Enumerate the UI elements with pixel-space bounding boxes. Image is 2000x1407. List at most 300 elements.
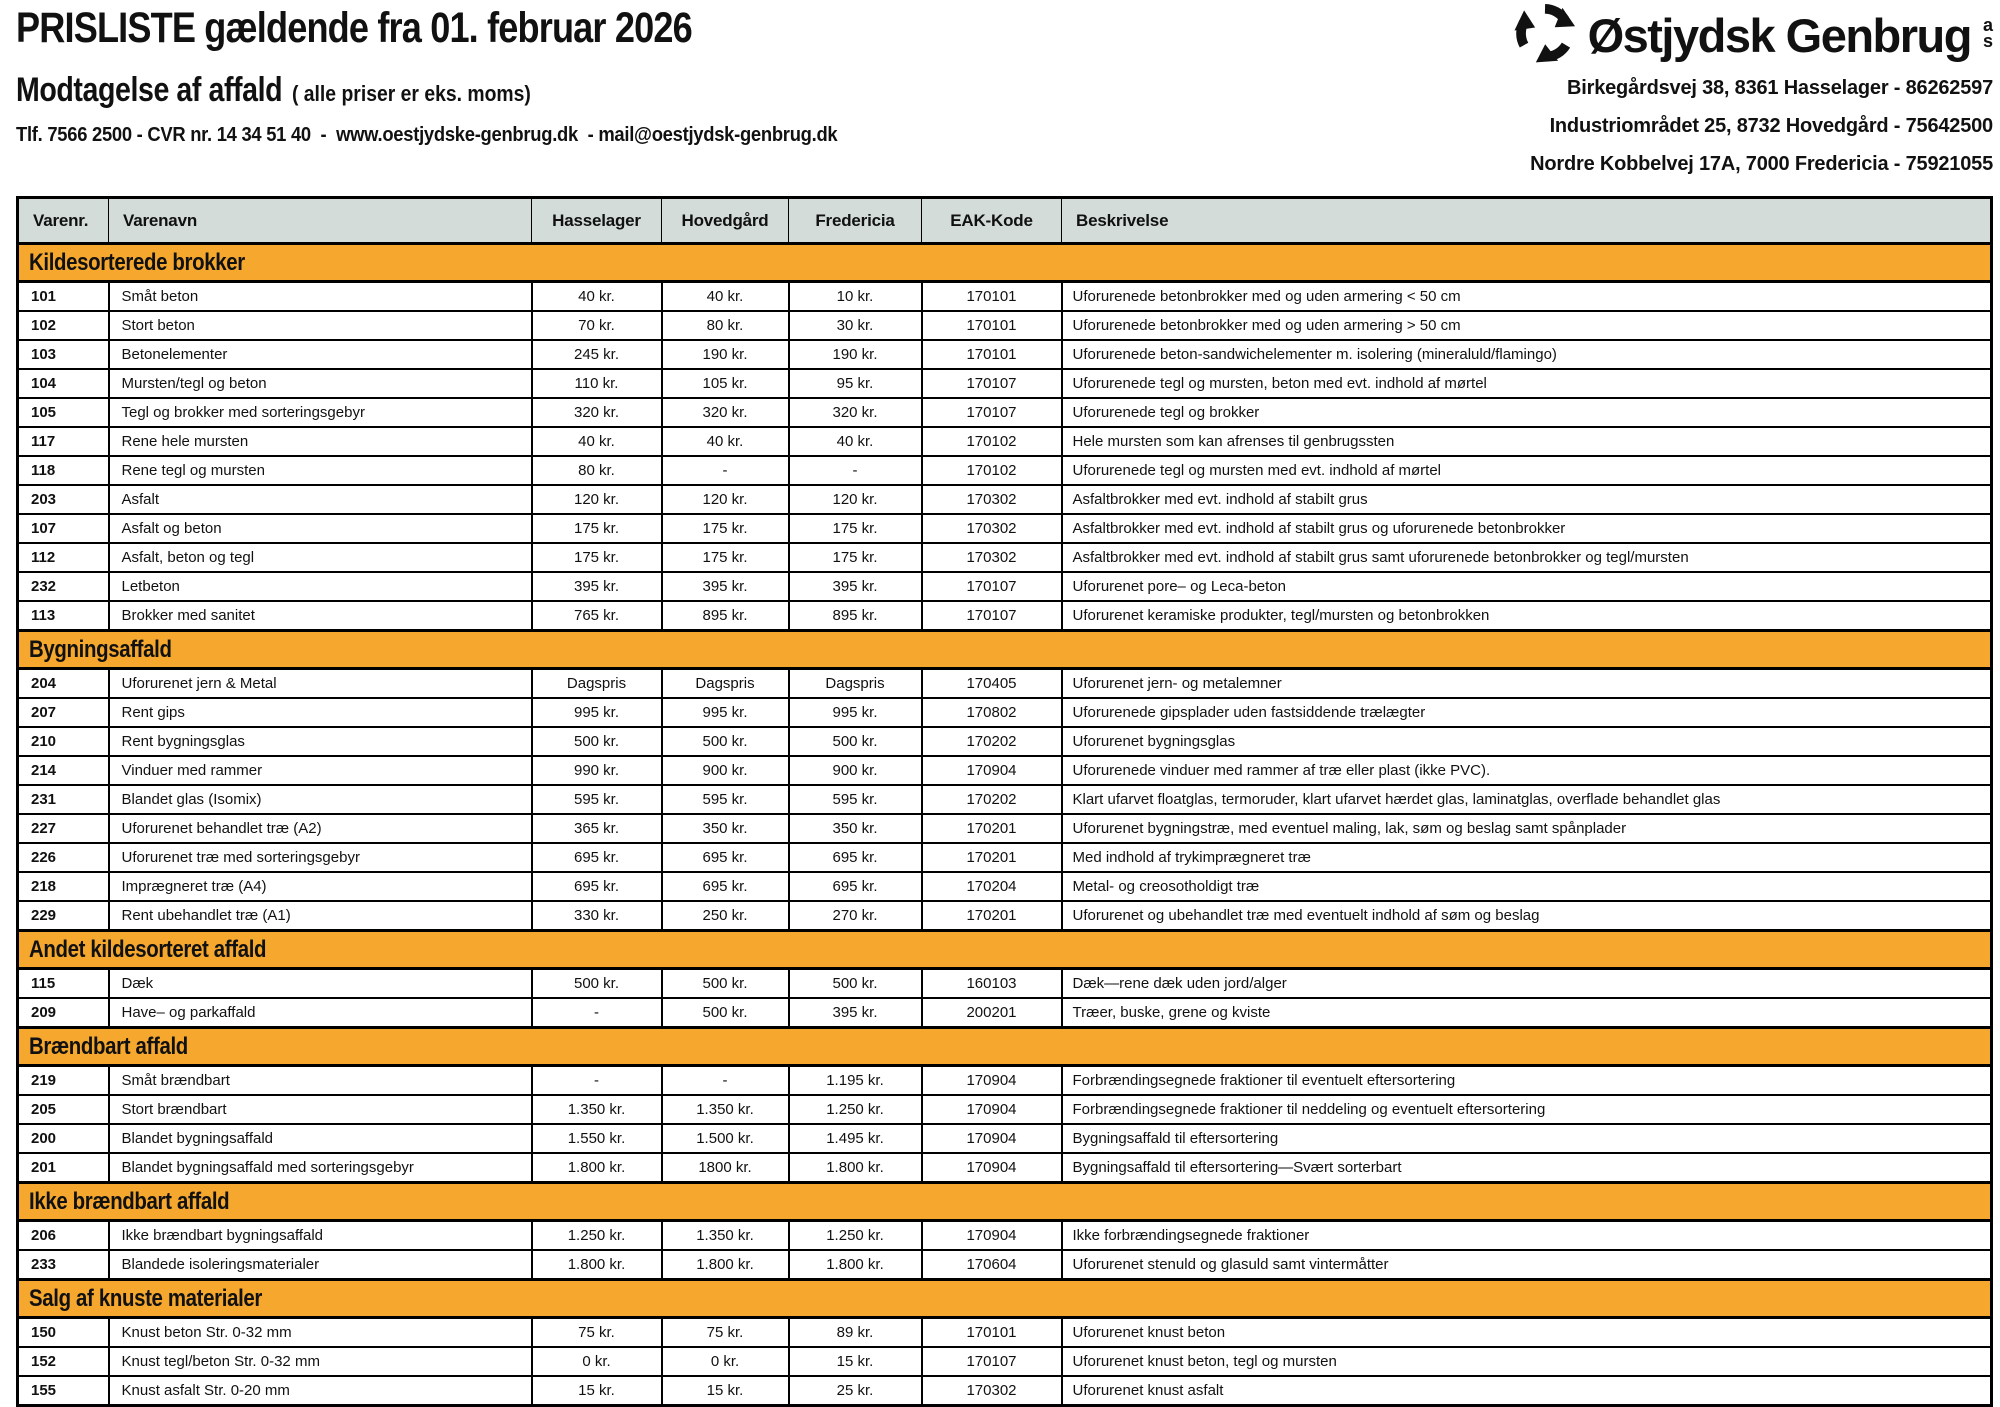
cell-varenr: 207	[18, 698, 109, 727]
cell-beskrivelse: Bygningsaffald til eftersortering—Svært sorterbart	[1062, 1153, 1992, 1183]
cell-price-fredericia: 350 kr.	[789, 814, 922, 843]
cell-price-hasselager: 500 kr.	[532, 969, 662, 999]
table-row	[18, 901, 1992, 931]
cell-price-hovedgaard: Dagspris	[662, 669, 789, 699]
cell-eak-kode: 170302	[922, 543, 1062, 572]
cell-varenr: 229	[18, 901, 109, 931]
table-row	[18, 785, 1992, 814]
company-suffix-as	[1982, 14, 1993, 51]
table-row	[18, 456, 1992, 485]
cell-varenr: 233	[18, 1250, 109, 1280]
cell-price-hasselager: 1.800 kr.	[532, 1153, 662, 1183]
cell-eak-kode: 170101	[922, 340, 1062, 369]
cell-varenavn: Vinduer med rammer	[109, 756, 532, 785]
cell-varenr: 155	[18, 1376, 109, 1406]
cell-eak-kode: 170102	[922, 456, 1062, 485]
cell-price-hovedgaard: 395 kr.	[662, 572, 789, 601]
column-header-varenavn: Varenavn	[109, 198, 532, 244]
cell-price-hovedgaard: 40 kr.	[662, 282, 789, 312]
page-title: PRISLISTE gældende fra 01. februar 2026	[16, 4, 692, 52]
cell-price-hasselager: 120 kr.	[532, 485, 662, 514]
cell-price-fredericia: 1.195 kr.	[789, 1066, 922, 1096]
column-header-beskrivelse: Beskrivelse	[1062, 198, 1992, 244]
cell-varenr: 209	[18, 998, 109, 1028]
cell-price-hovedgaard: 320 kr.	[662, 398, 789, 427]
section-title-label: Andet kildesorteret affald	[29, 935, 267, 963]
column-header-eak-kode: EAK-Kode	[922, 198, 1062, 244]
table-row	[18, 1250, 1992, 1280]
cell-varenavn: Rene hele mursten	[109, 427, 532, 456]
cell-price-hovedgaard: 995 kr.	[662, 698, 789, 727]
cell-beskrivelse: Uforurenet jern- og metalemner	[1062, 669, 1992, 699]
cell-varenr: 115	[18, 969, 109, 999]
cell-price-fredericia: 1.250 kr.	[789, 1095, 922, 1124]
cell-price-fredericia: 1.800 kr.	[789, 1153, 922, 1183]
cell-price-hasselager: 15 kr.	[532, 1376, 662, 1406]
website-link[interactable]: www.oestjydske-genbrug.dk	[336, 124, 578, 146]
cell-beskrivelse: Uforurenet knust beton, tegl og mursten	[1062, 1347, 1992, 1376]
cell-varenr: 226	[18, 843, 109, 872]
cell-varenr: 201	[18, 1153, 109, 1183]
cell-price-fredericia: 695 kr.	[789, 843, 922, 872]
cell-varenavn: Uforurenet træ med sorteringsgebyr	[109, 843, 532, 872]
table-row	[18, 340, 1992, 369]
cell-price-fredericia: 190 kr.	[789, 340, 922, 369]
cell-varenr: 218	[18, 872, 109, 901]
cell-varenavn: Knust tegl/beton Str. 0-32 mm	[109, 1347, 532, 1376]
price-table-header	[18, 198, 1992, 244]
suffix-a: a	[1982, 14, 1993, 35]
cell-varenavn: Stort brændbart	[109, 1095, 532, 1124]
subtitle-note: ( alle priser er eks. moms)	[291, 81, 531, 106]
section-header-row	[18, 631, 1992, 669]
cell-varenr: 206	[18, 1221, 109, 1251]
document-header	[16, 4, 1016, 147]
cell-price-fredericia: 1.495 kr.	[789, 1124, 922, 1153]
table-row	[18, 698, 1992, 727]
cell-varenavn: Uforurenet jern & Metal	[109, 669, 532, 699]
cell-eak-kode: 200201	[922, 998, 1062, 1028]
cell-eak-kode: 170107	[922, 601, 1062, 631]
cell-varenavn: Ikke brændbart bygningsaffald	[109, 1221, 532, 1251]
table-row	[18, 601, 1992, 631]
cell-price-fredericia: 395 kr.	[789, 572, 922, 601]
cell-price-hasselager: 80 kr.	[532, 456, 662, 485]
cell-varenavn: Mursten/tegl og beton	[109, 369, 532, 398]
cell-varenavn: Asfalt og beton	[109, 514, 532, 543]
section-title	[18, 244, 1992, 282]
cell-beskrivelse: Uforurenet pore– og Leca-beton	[1062, 572, 1992, 601]
cell-price-hasselager: 1.550 kr.	[532, 1124, 662, 1153]
cell-varenr: 112	[18, 543, 109, 572]
cell-beskrivelse: Uforurenet keramiske produkter, tegl/mursten og betonbrokken	[1062, 601, 1992, 631]
cell-varenr: 203	[18, 485, 109, 514]
cell-eak-kode: 170107	[922, 1347, 1062, 1376]
cell-eak-kode: 170102	[922, 427, 1062, 456]
cell-price-hasselager: -	[532, 1066, 662, 1096]
cell-varenr: 101	[18, 282, 109, 312]
cell-price-hasselager: 110 kr.	[532, 369, 662, 398]
cell-varenr: 231	[18, 785, 109, 814]
table-row	[18, 872, 1992, 901]
cell-eak-kode: 170107	[922, 369, 1062, 398]
cell-varenr: 118	[18, 456, 109, 485]
cell-eak-kode: 170802	[922, 698, 1062, 727]
section-title	[18, 931, 1992, 969]
cell-beskrivelse: Uforurenede beton-sandwichelementer m. isolering (mineraluld/flamingo)	[1062, 340, 1992, 369]
suffix-s: s	[1982, 30, 1993, 51]
table-row	[18, 543, 1992, 572]
cell-price-fredericia: 695 kr.	[789, 872, 922, 901]
cell-beskrivelse: Uforurenede tegl og mursten med evt. indhold af mørtel	[1062, 456, 1992, 485]
table-row	[18, 814, 1992, 843]
cell-beskrivelse: Asfaltbrokker med evt. indhold af stabilt grus samt uforurenede betonbrokker og tegl/mursten	[1062, 543, 1992, 572]
table-row	[18, 485, 1992, 514]
cell-varenavn: Blandet glas (Isomix)	[109, 785, 532, 814]
section-title-label: Ikke brændbart affald	[29, 1187, 230, 1215]
cell-price-hasselager: 40 kr.	[532, 427, 662, 456]
cell-price-fredericia: 10 kr.	[789, 282, 922, 312]
cell-beskrivelse: Forbrændingsegnede fraktioner til eventuelt eftersortering	[1062, 1066, 1992, 1096]
cell-price-fredericia: 1.250 kr.	[789, 1221, 922, 1251]
cell-beskrivelse: Forbrændingsegnede fraktioner til neddeling og eventuelt eftersortering	[1062, 1095, 1992, 1124]
cell-eak-kode: 170201	[922, 814, 1062, 843]
column-header-fredericia: Fredericia	[789, 198, 922, 244]
cell-price-fredericia: 895 kr.	[789, 601, 922, 631]
cell-varenr: 205	[18, 1095, 109, 1124]
cell-price-fredericia: 89 kr.	[789, 1318, 922, 1348]
cell-eak-kode: 170302	[922, 514, 1062, 543]
cell-beskrivelse: Hele mursten som kan afrenses til genbrugssten	[1062, 427, 1992, 456]
table-row	[18, 998, 1992, 1028]
cell-beskrivelse: Uforurenet og ubehandlet træ med eventuelt indhold af søm og beslag	[1062, 901, 1992, 931]
cell-eak-kode: 170904	[922, 756, 1062, 785]
cell-price-hasselager: 1.250 kr.	[532, 1221, 662, 1251]
cell-eak-kode: 170904	[922, 1153, 1062, 1183]
cell-eak-kode: 170202	[922, 727, 1062, 756]
company-logo	[1100, 2, 1993, 69]
section-title	[18, 1183, 1992, 1221]
cell-price-hovedgaard: 500 kr.	[662, 998, 789, 1028]
cell-varenavn: Betonelementer	[109, 340, 532, 369]
cell-beskrivelse: Bygningsaffald til eftersortering	[1062, 1124, 1992, 1153]
cell-price-hasselager: 500 kr.	[532, 727, 662, 756]
cell-price-hovedgaard: 75 kr.	[662, 1318, 789, 1348]
cell-price-hovedgaard: 1800 kr.	[662, 1153, 789, 1183]
cell-price-hovedgaard: 175 kr.	[662, 543, 789, 572]
cell-varenr: 219	[18, 1066, 109, 1096]
cell-eak-kode: 170107	[922, 398, 1062, 427]
price-table	[16, 196, 1993, 1407]
cell-varenavn: Have– og parkaffald	[109, 998, 532, 1028]
cell-beskrivelse: Ikke forbrændingsegnede fraktioner	[1062, 1221, 1992, 1251]
cell-price-hovedgaard: 350 kr.	[662, 814, 789, 843]
cell-price-hovedgaard: 695 kr.	[662, 872, 789, 901]
cell-price-hasselager: 40 kr.	[532, 282, 662, 312]
cell-price-fredericia: 40 kr.	[789, 427, 922, 456]
cell-price-fredericia: 995 kr.	[789, 698, 922, 727]
section-title-label: Kildesorterede brokker	[29, 248, 245, 276]
cell-price-hovedgaard: 190 kr.	[662, 340, 789, 369]
cell-varenr: 113	[18, 601, 109, 631]
address-hovedgaard: Industriområdet 25, 8732 Hovedgård - 75642500	[1549, 115, 1993, 137]
cell-beskrivelse: Asfaltbrokker med evt. indhold af stabilt grus	[1062, 485, 1992, 514]
cell-eak-kode: 170107	[922, 572, 1062, 601]
cell-varenr: 200	[18, 1124, 109, 1153]
cell-beskrivelse: Uforurenede gipsplader uden fastsiddende trælægter	[1062, 698, 1992, 727]
cell-varenr: 104	[18, 369, 109, 398]
cell-price-hovedgaard: 120 kr.	[662, 485, 789, 514]
table-row	[18, 572, 1992, 601]
cell-price-hovedgaard: 175 kr.	[662, 514, 789, 543]
cell-varenavn: Stort beton	[109, 311, 532, 340]
cell-varenr: 150	[18, 1318, 109, 1348]
cell-varenavn: Tegl og brokker med sorteringsgebyr	[109, 398, 532, 427]
cell-varenavn: Rent bygningsglas	[109, 727, 532, 756]
cell-price-hovedgaard: 15 kr.	[662, 1376, 789, 1406]
cell-beskrivelse: Uforurenede tegl og brokker	[1062, 398, 1992, 427]
cell-price-hovedgaard: 500 kr.	[662, 969, 789, 999]
cell-varenavn: Småt brændbart	[109, 1066, 532, 1096]
cell-price-hovedgaard: 1.500 kr.	[662, 1124, 789, 1153]
company-block	[1100, 2, 1993, 183]
cell-eak-kode: 170405	[922, 669, 1062, 699]
table-row	[18, 1153, 1992, 1183]
cell-price-hovedgaard: 80 kr.	[662, 311, 789, 340]
cell-varenavn: Rene tegl og mursten	[109, 456, 532, 485]
table-row	[18, 282, 1992, 312]
cell-price-hasselager: 320 kr.	[532, 398, 662, 427]
cell-price-hovedgaard: 695 kr.	[662, 843, 789, 872]
cell-varenavn: Knust asfalt Str. 0-20 mm	[109, 1376, 532, 1406]
cell-price-hovedgaard: 1.800 kr.	[662, 1250, 789, 1280]
cell-eak-kode: 170904	[922, 1221, 1062, 1251]
cell-price-hasselager: 990 kr.	[532, 756, 662, 785]
cell-varenavn: Dæk	[109, 969, 532, 999]
table-row	[18, 1095, 1992, 1124]
cell-beskrivelse: Uforurenede tegl og mursten, beton med evt. indhold af mørtel	[1062, 369, 1992, 398]
table-row	[18, 1221, 1992, 1251]
cell-beskrivelse: Uforurenede betonbrokker med og uden armering > 50 cm	[1062, 311, 1992, 340]
cell-price-hasselager: 395 kr.	[532, 572, 662, 601]
cell-price-hasselager: 75 kr.	[532, 1318, 662, 1348]
column-header-hovedgaard: Hovedgård	[662, 198, 789, 244]
cell-price-hasselager: 595 kr.	[532, 785, 662, 814]
cell-price-hovedgaard: 1.350 kr.	[662, 1221, 789, 1251]
cell-varenavn: Rent gips	[109, 698, 532, 727]
cell-eak-kode: 160103	[922, 969, 1062, 999]
cell-varenr: 117	[18, 427, 109, 456]
cell-price-hovedgaard: 895 kr.	[662, 601, 789, 631]
table-row	[18, 427, 1992, 456]
cell-eak-kode: 170604	[922, 1250, 1062, 1280]
price-table-body	[18, 244, 1992, 1406]
cell-price-hasselager: 365 kr.	[532, 814, 662, 843]
cell-eak-kode: 170204	[922, 872, 1062, 901]
cell-price-fredericia: 15 kr.	[789, 1347, 922, 1376]
cell-price-hasselager: 1.800 kr.	[532, 1250, 662, 1280]
cell-price-hasselager: 175 kr.	[532, 514, 662, 543]
cell-varenr: 103	[18, 340, 109, 369]
cell-beskrivelse: Dæk—rene dæk uden jord/alger	[1062, 969, 1992, 999]
cell-varenavn: Rent ubehandlet træ (A1)	[109, 901, 532, 931]
cell-price-hasselager: 330 kr.	[532, 901, 662, 931]
cell-beskrivelse: Uforurenet bygningsglas	[1062, 727, 1992, 756]
table-row	[18, 1124, 1992, 1153]
cell-beskrivelse: Klart ufarvet floatglas, termoruder, klart ufarvet hærdet glas, laminatglas, overflade behandlet glas	[1062, 785, 1992, 814]
cell-varenavn: Imprægneret træ (A4)	[109, 872, 532, 901]
section-title	[18, 1280, 1992, 1318]
cell-price-fredericia: 175 kr.	[789, 514, 922, 543]
cell-price-hasselager: 70 kr.	[532, 311, 662, 340]
table-row	[18, 398, 1992, 427]
section-title	[18, 1028, 1992, 1066]
cell-price-fredericia: 900 kr.	[789, 756, 922, 785]
cell-varenavn: Småt beton	[109, 282, 532, 312]
section-title-label: Brændbart affald	[29, 1032, 188, 1060]
cell-price-fredericia: 595 kr.	[789, 785, 922, 814]
cell-eak-kode: 170904	[922, 1124, 1062, 1153]
subtitle-text: Modtagelse af affald	[16, 71, 283, 109]
cell-price-hovedgaard: 105 kr.	[662, 369, 789, 398]
cell-varenr: 232	[18, 572, 109, 601]
cell-varenr: 107	[18, 514, 109, 543]
cell-price-fredericia: 500 kr.	[789, 727, 922, 756]
cell-eak-kode: 170302	[922, 485, 1062, 514]
cell-varenr: 204	[18, 669, 109, 699]
address-hasselager: Birkegårdsvej 38, 8361 Hasselager - 86262597	[1567, 77, 1993, 99]
contact-separator: -	[577, 124, 599, 146]
column-header-hasselager: Hasselager	[532, 198, 662, 244]
cell-varenr: 214	[18, 756, 109, 785]
cell-beskrivelse: Træer, buske, grene og kviste	[1062, 998, 1992, 1028]
cell-varenavn: Blandede isoleringsmaterialer	[109, 1250, 532, 1280]
section-header-row	[18, 1028, 1992, 1066]
cell-beskrivelse: Asfaltbrokker med evt. indhold af stabilt grus og uforurenede betonbrokker	[1062, 514, 1992, 543]
cell-eak-kode: 170201	[922, 901, 1062, 931]
cell-price-fredericia: 175 kr.	[789, 543, 922, 572]
cell-price-fredericia: 320 kr.	[789, 398, 922, 427]
section-title-label: Bygningsaffald	[29, 635, 172, 663]
section-title-label: Salg af knuste materialer	[29, 1284, 263, 1312]
cell-beskrivelse: Med indhold af trykimprægneret træ	[1062, 843, 1992, 872]
cell-price-hasselager: 695 kr.	[532, 872, 662, 901]
table-row	[18, 1066, 1992, 1096]
cell-price-hasselager: -	[532, 998, 662, 1028]
cell-price-hovedgaard: 0 kr.	[662, 1347, 789, 1376]
cell-price-hasselager: 175 kr.	[532, 543, 662, 572]
section-header-row	[18, 1280, 1992, 1318]
cell-varenavn: Knust beton Str. 0-32 mm	[109, 1318, 532, 1348]
cell-varenavn: Asfalt, beton og tegl	[109, 543, 532, 572]
cell-price-hasselager: 1.350 kr.	[532, 1095, 662, 1124]
cell-price-hasselager: 0 kr.	[532, 1347, 662, 1376]
cell-eak-kode: 170904	[922, 1066, 1062, 1096]
table-row	[18, 1318, 1992, 1348]
cell-price-fredericia: -	[789, 456, 922, 485]
cell-varenr: 227	[18, 814, 109, 843]
cell-varenr: 102	[18, 311, 109, 340]
email-link[interactable]: mail@oestjydsk-genbrug.dk	[598, 124, 838, 146]
cell-varenr: 152	[18, 1347, 109, 1376]
section-header-row	[18, 1183, 1992, 1221]
cell-beskrivelse: Uforurenet stenuld og glasuld samt vintermåtter	[1062, 1250, 1992, 1280]
cell-price-hovedgaard: 1.350 kr.	[662, 1095, 789, 1124]
cell-price-fredericia: 95 kr.	[789, 369, 922, 398]
company-name: Østjydsk Genbrug	[1587, 9, 1971, 62]
cell-eak-kode: 170904	[922, 1095, 1062, 1124]
recycle-icon	[1514, 2, 1576, 69]
address-fredericia: Nordre Kobbelvej 17A, 7000 Fredericia - 75921055	[1530, 153, 1993, 175]
cell-price-fredericia: 500 kr.	[789, 969, 922, 999]
cell-eak-kode: 170201	[922, 843, 1062, 872]
cell-price-hovedgaard: 900 kr.	[662, 756, 789, 785]
cell-eak-kode: 170101	[922, 1318, 1062, 1348]
cell-eak-kode: 170101	[922, 311, 1062, 340]
cell-price-fredericia: 395 kr.	[789, 998, 922, 1028]
cell-beskrivelse: Uforurenet bygningstræ, med eventuel maling, lak, søm og beslag samt spånplader	[1062, 814, 1992, 843]
cell-varenr: 105	[18, 398, 109, 427]
table-row	[18, 969, 1992, 999]
cell-price-hasselager: 995 kr.	[532, 698, 662, 727]
table-row	[18, 756, 1992, 785]
contact-line	[16, 124, 936, 147]
table-row	[18, 1347, 1992, 1376]
cell-price-fredericia: Dagspris	[789, 669, 922, 699]
table-row	[18, 843, 1992, 872]
table-row	[18, 514, 1992, 543]
cell-price-hasselager: 695 kr.	[532, 843, 662, 872]
table-row	[18, 369, 1992, 398]
cell-price-fredericia: 270 kr.	[789, 901, 922, 931]
cell-eak-kode: 170302	[922, 1376, 1062, 1406]
cell-varenavn: Letbeton	[109, 572, 532, 601]
column-header-varenr: Varenr.	[18, 198, 109, 244]
cell-eak-kode: 170101	[922, 282, 1062, 312]
table-row	[18, 669, 1992, 699]
table-row	[18, 727, 1992, 756]
section-header-row	[18, 244, 1992, 282]
cell-varenavn: Brokker med sanitet	[109, 601, 532, 631]
table-row	[18, 311, 1992, 340]
cell-varenavn: Blandet bygningsaffald med sorteringsgebyr	[109, 1153, 532, 1183]
cell-price-fredericia: 1.800 kr.	[789, 1250, 922, 1280]
cell-beskrivelse: Uforurenede betonbrokker med og uden armering < 50 cm	[1062, 282, 1992, 312]
table-row	[18, 1376, 1992, 1406]
cell-price-hasselager: 765 kr.	[532, 601, 662, 631]
cell-price-hovedgaard: -	[662, 456, 789, 485]
cell-varenr: 210	[18, 727, 109, 756]
cell-price-fredericia: 30 kr.	[789, 311, 922, 340]
cell-beskrivelse: Metal- og creosotholdigt træ	[1062, 872, 1992, 901]
cell-beskrivelse: Uforurenede vinduer med rammer af træ eller plast (ikke PVC).	[1062, 756, 1992, 785]
section-title	[18, 631, 1992, 669]
cell-price-hovedgaard: 250 kr.	[662, 901, 789, 931]
cell-beskrivelse: Uforurenet knust asfalt	[1062, 1376, 1992, 1406]
phone-cvr-text: Tlf. 7566 2500 - CVR nr. 14 34 51 40 -	[16, 124, 337, 146]
cell-price-hovedgaard: 40 kr.	[662, 427, 789, 456]
cell-beskrivelse: Uforurenet knust beton	[1062, 1318, 1992, 1348]
cell-price-fredericia: 25 kr.	[789, 1376, 922, 1406]
document-subtitle	[16, 71, 1016, 110]
cell-varenavn: Asfalt	[109, 485, 532, 514]
cell-price-fredericia: 120 kr.	[789, 485, 922, 514]
cell-price-hasselager: Dagspris	[532, 669, 662, 699]
cell-varenavn: Uforurenet behandlet træ (A2)	[109, 814, 532, 843]
cell-varenavn: Blandet bygningsaffald	[109, 1124, 532, 1153]
cell-price-hovedgaard: 500 kr.	[662, 727, 789, 756]
section-header-row	[18, 931, 1992, 969]
